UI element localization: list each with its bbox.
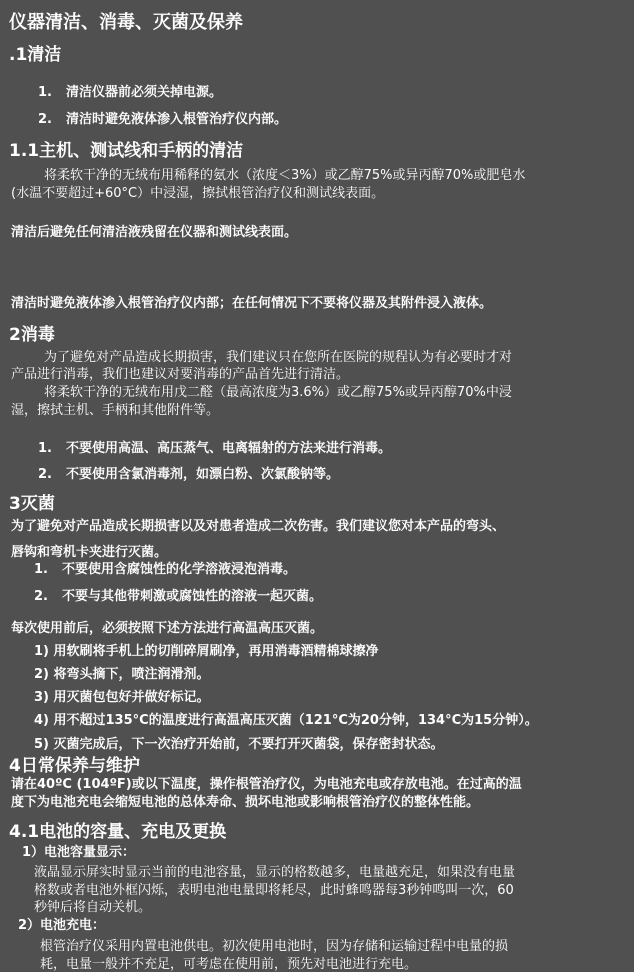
note-line: 清洁后避免任何清洁液残留在仪器和测试线表面。 [11, 225, 298, 240]
paragraph-line: 格数或者电池外框闪烁，表明电池电量即将耗尽，此时蜂鸣器每3秒钟鸣叫一次，60 [34, 883, 514, 898]
paragraph-line: 将柔软干净的无绒布用戊二醛（最高浓度为3.6%）或乙醇75%或异丙醇70%中浸 [44, 385, 512, 400]
section-battery-heading: 4.1电池的容量、充电及更换 [9, 822, 227, 842]
step-item: 3) 用灭菌包包好并做好标记。 [34, 690, 210, 705]
paragraph-line: 根管治疗仪采用内置电池供电。初次使用电池时，因为存储和运输过程中电量的损 [40, 939, 509, 954]
subheading: 2）电池充电： [18, 918, 106, 933]
paragraph-line: 为了避免对产品造成长期损害，我们建议只在您所在医院的规程认为有必要时才对 [44, 350, 513, 365]
paragraph-line: 秒钟后将自动关机。 [34, 900, 152, 915]
paragraph-line: 唇钩和弯机卡夹进行灭菌。 [11, 545, 168, 560]
list-item: 1. 不要使用含腐蚀性的化学溶液浸泡消毒。 [34, 562, 297, 577]
paragraph-line: 耗，电量一般并不充足，可考虑在使用前，预先对电池进行充电。 [40, 957, 418, 972]
list-item: 1. 不要使用高温、高压蒸气、电离辐射的方法来进行消毒。 [38, 441, 392, 456]
list-item: 2. 清洁时避免液体渗入根管治疗仪内部。 [38, 112, 288, 127]
step-item: 5) 灭菌完成后，下一次治疗开始前，不要打开灭菌袋，保存密封状态。 [34, 737, 444, 752]
paragraph-line: 度下为电池充电会缩短电池的总体寿命、损坏电池或影响根管治疗仪的整体性能。 [11, 795, 480, 810]
section-maintenance-heading: 4日常保养与维护 [9, 756, 140, 776]
paragraph-line: 每次使用前后，必须按照下述方法进行高温高压灭菌。 [11, 621, 324, 636]
step-item: 4) 用不超过135°C的温度进行高温高压灭菌（121°C为20分钟，134°C为15分钟）。 [34, 713, 538, 728]
paragraph-line: (水温不要超过+60°C）中浸湿，擦拭根管治疗仪和测试线表面。 [11, 186, 385, 201]
list-item: 2. 不要与其他带刺激或腐蚀性的溶液一起灭菌。 [34, 589, 323, 604]
list-item: 2. 不要使用含氯消毒剂，如漂白粉、次氯酸钠等。 [38, 467, 340, 482]
paragraph-line: 请在40ºC (104ºF)或以下温度，操作根管治疗仪，为电池充电或存放电池。在过高的温 [11, 777, 522, 792]
section-cleaning-heading: .1清洁 [9, 45, 62, 65]
paragraph-line: 为了避免对产品造成长期损害以及对患者造成二次伤害。我们建议您对本产品的弯头、 [11, 519, 506, 534]
list-item: 1. 清洁仪器前必须关掉电源。 [38, 85, 223, 100]
section-sterilization-heading: 3灭菌 [9, 494, 55, 514]
step-item: 2) 将弯头摘下，喷注润滑剂。 [34, 667, 210, 682]
subheading: 1）电池容量显示： [22, 845, 136, 860]
note-line: 清洁时避免液体渗入根管治疗仪内部；在任何情况下不要将仪器及其附件浸入液体。 [11, 296, 493, 311]
section-host-cleaning-heading: 1.1主机、测试线和手柄的清洁 [9, 141, 244, 161]
step-item: 1) 用软刷将手机上的切削碎屑刷净，再用消毒酒精棉球擦净 [34, 644, 379, 659]
paragraph-line: 湿，擦拭主机、手柄和其他附件等。 [11, 403, 220, 418]
paragraph-line: 液晶显示屏实时显示当前的电池容量，显示的格数越多，电量越充足，如果没有电量 [34, 865, 516, 880]
section-disinfection-heading: 2消毒 [9, 325, 55, 345]
paragraph-line: 产品进行消毒，我们也建议对要消毒的产品首先进行清洁。 [11, 367, 350, 382]
paragraph-line: 将柔软干净的无绒布用稀释的氨水（浓度＜3%）或乙醇75%或异丙醇70%或肥皂水 [44, 168, 526, 183]
page-title: 仪器清洁、消毒、灭菌及保养 [9, 12, 243, 33]
